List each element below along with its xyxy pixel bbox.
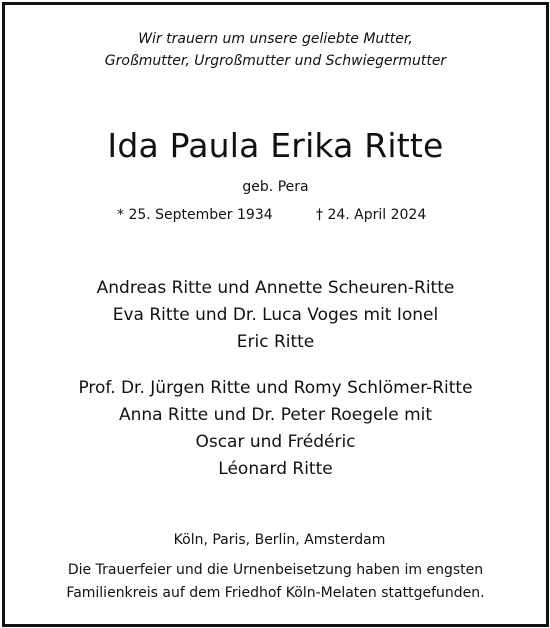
death-date: † 24. April 2024	[316, 207, 427, 223]
birth-date: * 25. September 1934	[117, 207, 273, 223]
places: Köln, Paris, Berlin, Amsterdam	[173, 532, 386, 548]
family-line: Prof. Dr. Jürgen Ritte und Romy Schlömer-Ritte	[78, 378, 473, 398]
deceased-name: Ida Paula Erika Ritte	[107, 126, 444, 165]
family-line: Anna Ritte und Dr. Peter Roegele mit	[118, 405, 433, 425]
family-line: Andreas Ritte und Annette Scheuren-Ritte	[96, 278, 455, 298]
family-line: Eva Ritte und Dr. Luca Voges mit Ionel	[112, 305, 439, 325]
family-line: Oscar und Frédéric	[195, 432, 356, 452]
notice-line-2: Familienkreis auf dem Friedhof Köln-Melaten stattgefunden.	[66, 585, 485, 601]
intro-line-1: Wir trauern um unsere geliebte Mutter,	[138, 31, 413, 47]
family-line: Léonard Ritte	[218, 459, 333, 479]
notice-line-1: Die Trauerfeier und die Urnenbeisetzung haben im engsten	[67, 562, 484, 578]
intro-line-2: Großmutter, Urgroßmutter und Schwiegermutter	[104, 53, 447, 69]
family-line: Eric Ritte	[236, 332, 315, 352]
obituary-notice	[2, 2, 549, 627]
birth-name: geb. Pera	[242, 179, 309, 195]
